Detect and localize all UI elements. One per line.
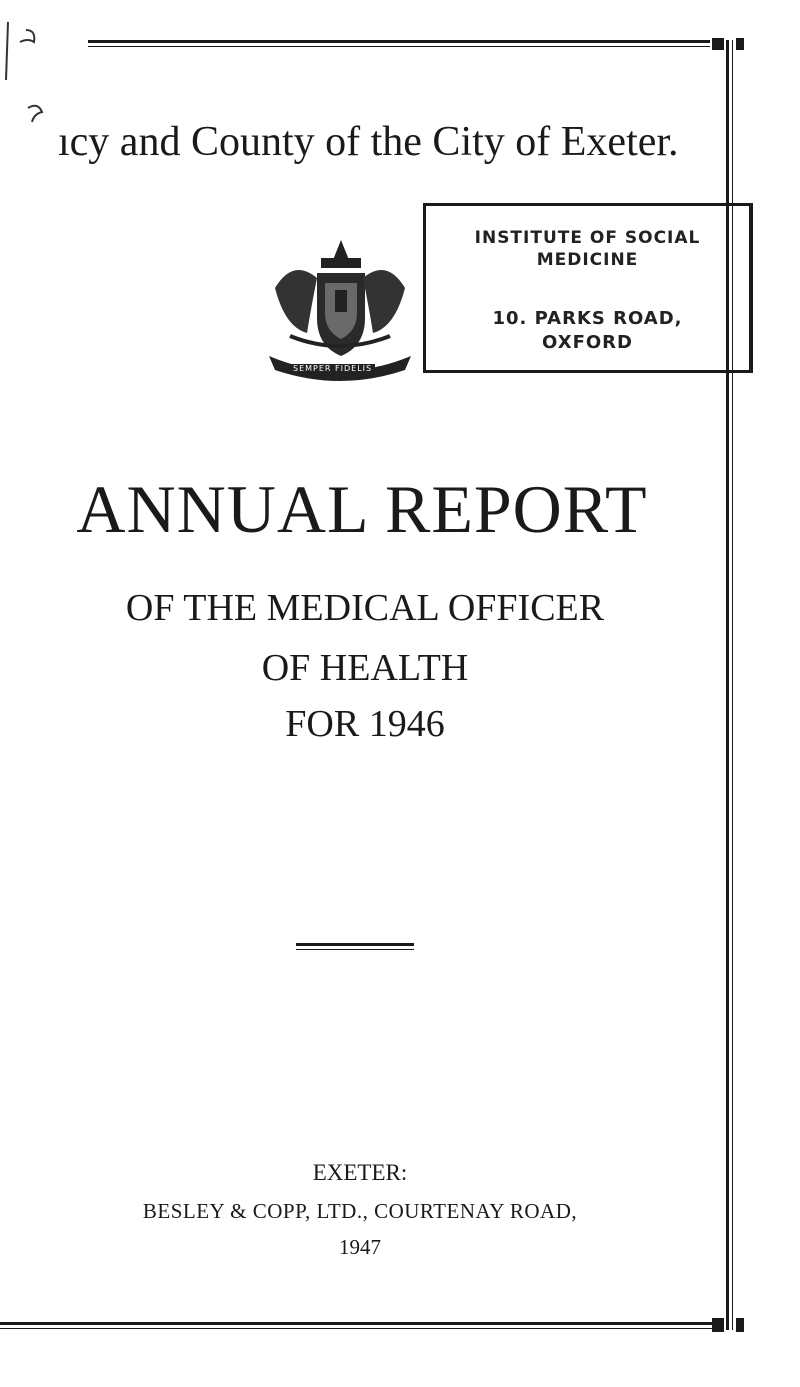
corner-block-bottom-2 bbox=[736, 1318, 744, 1332]
corner-block-top bbox=[712, 38, 724, 50]
stamp-line-3: 10. PARKS ROAD, bbox=[492, 308, 683, 329]
crest-motto: SEMPER FIDELIS bbox=[290, 364, 375, 373]
report-subtitle-line-2: OF HEALTH bbox=[261, 647, 469, 689]
stamp-line-1: INSTITUTE OF SOCIAL bbox=[474, 228, 701, 248]
imprint-printer: BESLEY & COPP, LTD., COURTENAY ROAD, bbox=[142, 1199, 578, 1223]
section-divider-thin bbox=[296, 949, 414, 950]
imprint-place: EXETER: bbox=[312, 1160, 408, 1185]
report-title: ANNUAL REPORT bbox=[76, 471, 648, 547]
stamp-line-2: MEDICINE bbox=[536, 250, 639, 270]
top-rule bbox=[88, 40, 710, 43]
stamp-line-4: OXFORD bbox=[542, 332, 633, 353]
corner-tear-mark bbox=[0, 20, 60, 135]
report-subtitle-line-3: FOR 1946 bbox=[285, 703, 445, 745]
bottom-rule-thin bbox=[0, 1328, 712, 1329]
imprint-year: 1947 bbox=[339, 1235, 381, 1259]
top-rule-thin bbox=[88, 46, 710, 47]
corner-block-top-2 bbox=[736, 38, 744, 50]
library-stamp bbox=[423, 203, 753, 373]
corner-block-bottom bbox=[712, 1318, 724, 1332]
header-title: ıcy and County of the City of Exeter. bbox=[58, 119, 679, 165]
report-subtitle-line-1: OF THE MEDICAL OFFICER bbox=[125, 587, 605, 629]
section-divider bbox=[296, 943, 414, 946]
bottom-rule bbox=[0, 1322, 712, 1325]
